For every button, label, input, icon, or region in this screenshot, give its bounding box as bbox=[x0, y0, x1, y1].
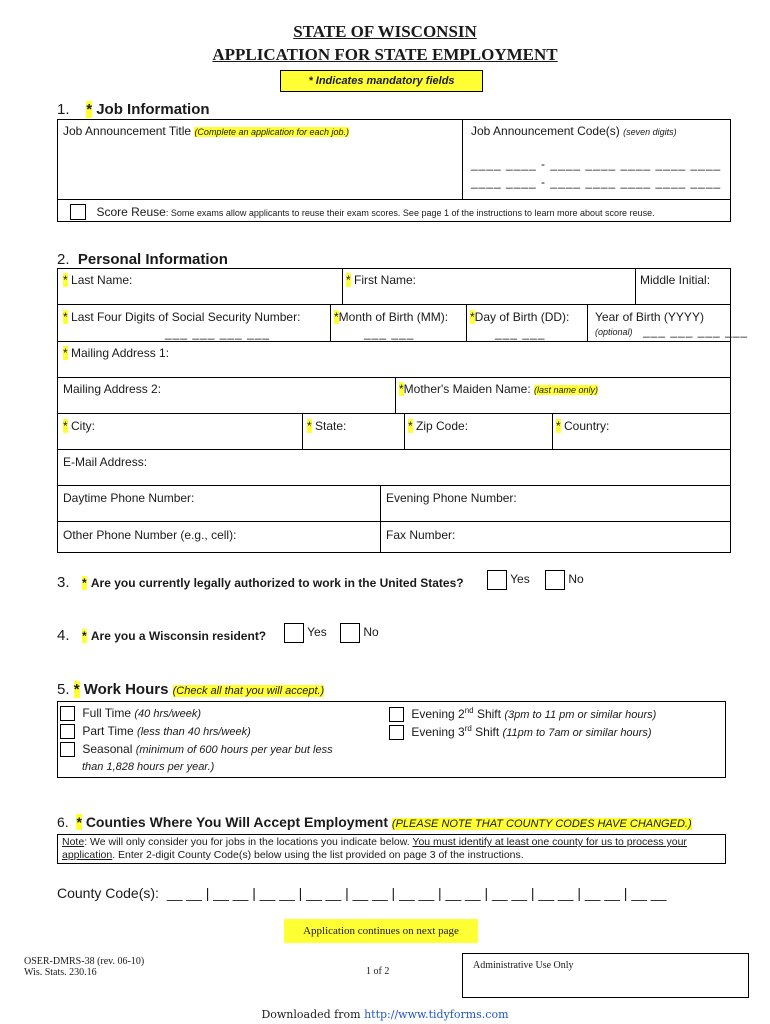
work-authorization-yes-option[interactable]: Yes bbox=[487, 570, 530, 590]
job-announcement-code-label: Job Announcement Code(s) (seven digits) bbox=[471, 124, 677, 138]
year-entry-lines: ___ ___ ___ ___ bbox=[643, 324, 749, 338]
score-reuse-row: Score Reuse: Some exams allow applicants to reuse their exam scores. See page 1 of the instructions to learn more about score reuse. bbox=[70, 203, 655, 221]
mandatory-fields-note: * Indicates mandatory fields bbox=[280, 70, 483, 92]
evening-phone-field[interactable]: Evening Phone Number: bbox=[386, 491, 517, 505]
part-time-option[interactable]: Part Time (less than 40 hrs/week) bbox=[60, 724, 251, 739]
email-field[interactable]: E-Mail Address: bbox=[63, 455, 148, 469]
county-codes-row[interactable]: County Code(s): __ __ | __ __ | __ __ | __ __ | __ __ | __ __ | __ __ | __ __ | __ __ | __ __ | __ __ bbox=[57, 885, 667, 901]
seasonal-checkbox[interactable] bbox=[60, 742, 75, 757]
section-4-question: 4. * Are you a Wisconsin resident? bbox=[57, 627, 267, 644]
job-code-entry-2[interactable]: ____ ____ - ____ ____ ____ ____ ____ bbox=[471, 175, 722, 189]
ssn-entry-lines: ___ ___ ___ ___ bbox=[165, 326, 271, 340]
city-field[interactable]: * City: bbox=[63, 419, 96, 433]
section-6-heading: 6. * Counties Where You Will Accept Employment (PLEASE NOTE THAT COUNTY CODES HAVE CHANGED.) bbox=[57, 814, 692, 830]
state-field[interactable]: * State: bbox=[307, 419, 347, 433]
form-id: OSER-DMRS-38 (rev. 06-10) bbox=[24, 956, 145, 967]
section-3-question: 3. * Are you currently legally authorized to work in the United States? bbox=[57, 574, 464, 591]
evening-2nd-shift-checkbox[interactable] bbox=[389, 707, 404, 722]
work-authorization-no-checkbox[interactable] bbox=[545, 570, 565, 590]
form-state-heading: STATE OF WISCONSIN bbox=[293, 22, 477, 41]
work-authorization-no-option[interactable]: No bbox=[545, 570, 584, 590]
evening-2nd-shift-option[interactable]: Evening 2nd Shift (3pm to 11 pm or similar hours) bbox=[389, 706, 656, 722]
full-time-option[interactable]: Full Time (40 hrs/week) bbox=[60, 706, 201, 721]
section-5-heading: 5. * Work Hours (Check all that you will accept.) bbox=[57, 681, 325, 698]
day-entry-lines: ___ ___ bbox=[495, 326, 546, 340]
wisconsin-resident-yes-checkbox[interactable] bbox=[284, 623, 304, 643]
form-title: APPLICATION FOR STATE EMPLOYMENT bbox=[212, 45, 558, 64]
tidyforms-link[interactable]: http://www.tidyforms.com bbox=[364, 1008, 509, 1021]
wisconsin-resident-yes-option[interactable]: Yes bbox=[284, 623, 327, 643]
part-time-checkbox[interactable] bbox=[60, 724, 75, 739]
middle-initial-field[interactable]: Middle Initial: bbox=[640, 273, 711, 287]
year-optional-note: (optional) bbox=[595, 327, 633, 337]
section-2-heading: 2. Personal Information bbox=[57, 251, 228, 268]
evening-3rd-shift-checkbox[interactable] bbox=[389, 725, 404, 740]
score-reuse-checkbox[interactable] bbox=[70, 204, 86, 220]
fax-number-field[interactable]: Fax Number: bbox=[386, 528, 456, 542]
full-time-checkbox[interactable] bbox=[60, 706, 75, 721]
seasonal-option[interactable]: Seasonal (minimum of 600 hours per year but less bbox=[60, 742, 333, 757]
year-of-birth-field[interactable]: Year of Birth (YYYY) bbox=[595, 310, 704, 324]
other-phone-field[interactable]: Other Phone Number (e.g., cell): bbox=[63, 528, 237, 542]
month-of-birth-field[interactable]: *Month of Birth (MM): bbox=[334, 310, 449, 324]
first-name-field[interactable]: * First Name: bbox=[346, 273, 417, 287]
mailing-address-2-field[interactable]: Mailing Address 2: bbox=[63, 382, 162, 396]
administrative-use-box: Administrative Use Only bbox=[462, 953, 749, 998]
country-field[interactable]: * Country: bbox=[556, 419, 610, 433]
last-name-field[interactable]: * Last Name: bbox=[63, 273, 133, 287]
mailing-address-1-field[interactable]: * Mailing Address 1: bbox=[63, 346, 170, 360]
wisconsin-resident-no-checkbox[interactable] bbox=[340, 623, 360, 643]
zip-code-field[interactable]: * Zip Code: bbox=[408, 419, 469, 433]
work-authorization-yes-checkbox[interactable] bbox=[487, 570, 507, 590]
ssn-last-four-field[interactable]: * Last Four Digits of Social Security Number: bbox=[63, 310, 301, 324]
day-of-birth-field[interactable]: *Day of Birth (DD): bbox=[470, 310, 570, 324]
page-number: 1 of 2 bbox=[366, 966, 390, 977]
daytime-phone-field[interactable]: Daytime Phone Number: bbox=[63, 491, 195, 505]
county-note-text: Note: We will only consider you for jobs in the locations you indicate below. You must identify at least one county for us to process your application. Enter 2-digit County Code(s) below using the list provided on page 3 of the instructions. bbox=[62, 836, 687, 861]
seasonal-note-continued: than 1,828 hours per year.) bbox=[82, 761, 215, 773]
section-1-heading: 1. * Job Information bbox=[57, 101, 210, 118]
statute-reference: Wis. Stats. 230.16 bbox=[24, 967, 97, 978]
job-code-entry-1[interactable]: ____ ____ - ____ ____ ____ ____ ____ bbox=[471, 157, 722, 171]
mothers-maiden-name-field[interactable]: *Mother's Maiden Name: (last name only) bbox=[399, 382, 599, 396]
continues-next-page-note: Application continues on next page bbox=[284, 919, 478, 943]
evening-3rd-shift-option[interactable]: Evening 3rd Shift (11pm to 7am or similar hours) bbox=[389, 724, 652, 740]
job-announcement-title-field[interactable]: Job Announcement Title (Complete an application for each job.) bbox=[63, 124, 350, 138]
downloaded-from-note: Downloaded from http://www.tidyforms.com bbox=[261, 1008, 509, 1021]
wisconsin-resident-no-option[interactable]: No bbox=[340, 623, 379, 643]
month-entry-lines: ___ ___ bbox=[364, 326, 415, 340]
